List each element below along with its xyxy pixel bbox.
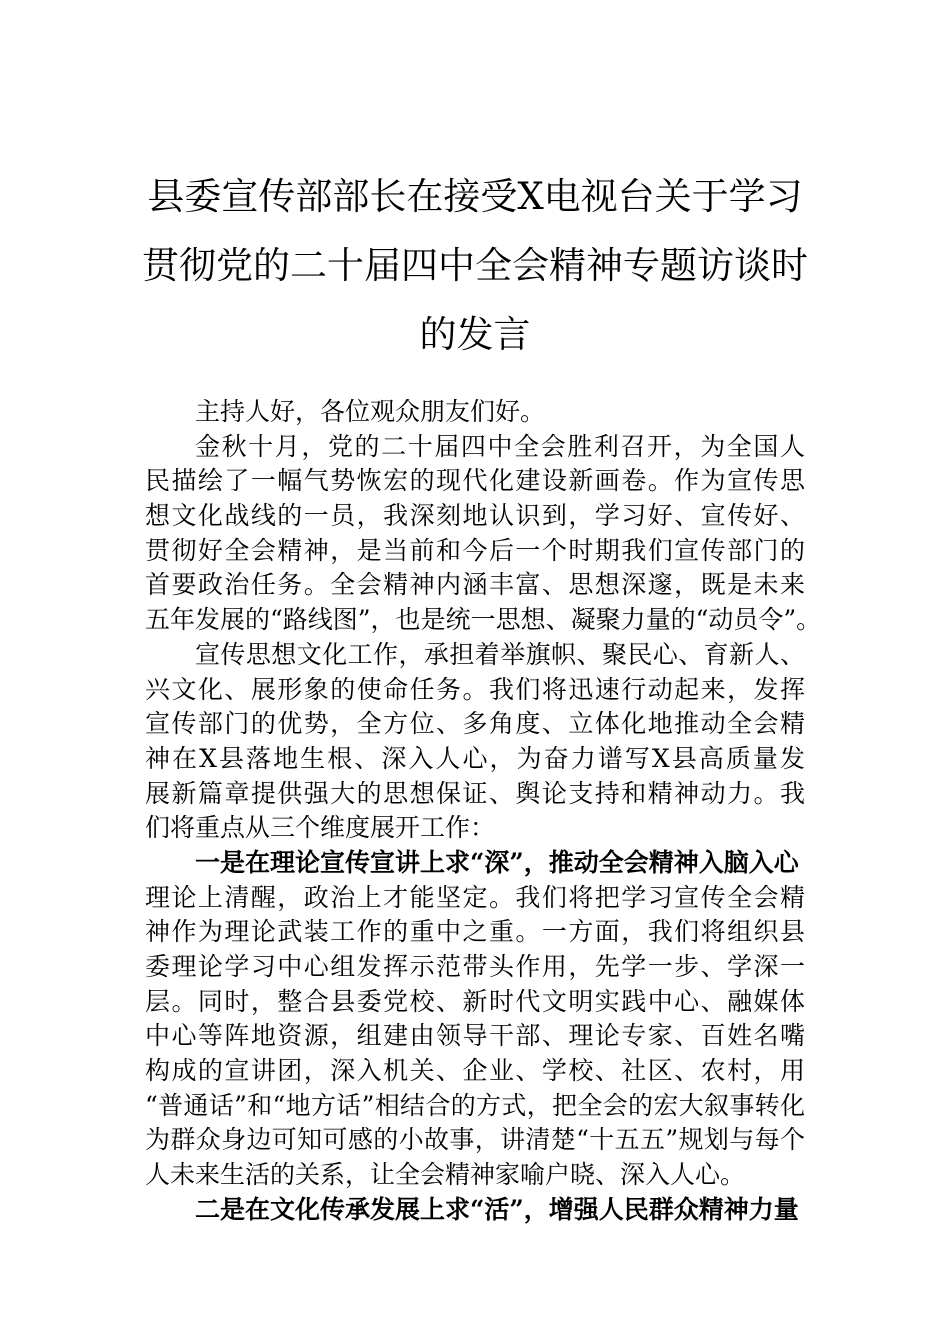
text-line: 展新篇章提供强大的思想保证、舆论支持和精神动力。我 <box>145 778 805 808</box>
text-line: 人未来生活的关系，让全会精神家喻户晓、深入人心。 <box>145 1160 746 1190</box>
title-line: 的发言 <box>419 313 531 356</box>
paragraph <box>145 395 805 430</box>
text-line: 宣传思想文化工作，承担着举旗帜、聚民心、育新人、 <box>195 639 805 669</box>
document-title <box>0 162 950 369</box>
text-line: 想文化战线的一员，我深刻地认识到，学习好、宣传好、 <box>145 501 805 531</box>
title-line: 贯彻党的二十届四中全会精神专题访谈时 <box>142 244 808 287</box>
title-line: 县委宣传部部长在接受X电视台关于学习 <box>147 175 803 218</box>
text-line: 中心等阵地资源，组建由领导干部、理论专家、百姓名嘴 <box>145 1021 805 1051</box>
text-line: 贯彻好全会精神，是当前和今后一个时期我们宣传部门的 <box>145 535 805 565</box>
section-heading <box>145 846 805 881</box>
text-line: 首要政治任务。全会精神内涵丰富、思想深邃，既是未来 <box>145 570 805 600</box>
text-line: 神在X县落地生根、深入人心，为奋力谱写X县高质量发 <box>145 743 805 773</box>
text-line: 理论上清醒，政治上才能坚定。我们将把学习宣传全会精 <box>145 882 805 912</box>
text-line: 民描绘了一幅气势恢宏的现代化建设新画卷。作为宣传思 <box>145 466 805 496</box>
text-line: 主持人好，各位观众朋友们好。 <box>195 397 546 426</box>
text-line: 为群众身边可知可感的小故事，讲清楚“十五五”规划与每个 <box>145 1125 805 1155</box>
text-line: 宣传部门的优势，全方位、多角度、立体化地推动全会精 <box>145 709 805 739</box>
text-line: 二是在文化传承发展上求“活”，增强人民群众精神力量 <box>195 1194 799 1224</box>
paragraph <box>145 881 805 1193</box>
text-line: 金秋十月，党的二十届四中全会胜利召开，为全国人 <box>195 431 805 461</box>
text-line: 兴文化、展形象的使命任务。我们将迅速行动起来，发挥 <box>145 674 805 704</box>
text-line: 们将重点从三个维度展开工作： <box>145 813 496 843</box>
text-line: 五年发展的“路线图”，也是统一思想、凝聚力量的“动员令”。 <box>145 605 822 635</box>
paragraph <box>145 638 805 846</box>
text-line: 构成的宣讲团，深入机关、企业、学校、社区、农村，用 <box>145 1056 805 1086</box>
document-body <box>145 395 822 1228</box>
text-line: 神作为理论武装工作的重中之重。一方面，我们将组织县 <box>145 917 805 947</box>
text-line: 委理论学习中心组发挥示范带头作用，先学一步、学深一 <box>145 952 805 981</box>
paragraph <box>145 430 822 638</box>
text-line: “普通话”和“地方话”相结合的方式，把全会的宏大叙事转化 <box>145 1090 805 1120</box>
section-heading <box>145 1193 805 1228</box>
text-line: 层。同时，整合县委党校、新时代文明实践中心、融媒体 <box>145 986 805 1016</box>
text-line: 一是在理论宣传宣讲上求“深”，推动全会精神入脑入心 <box>195 847 799 877</box>
